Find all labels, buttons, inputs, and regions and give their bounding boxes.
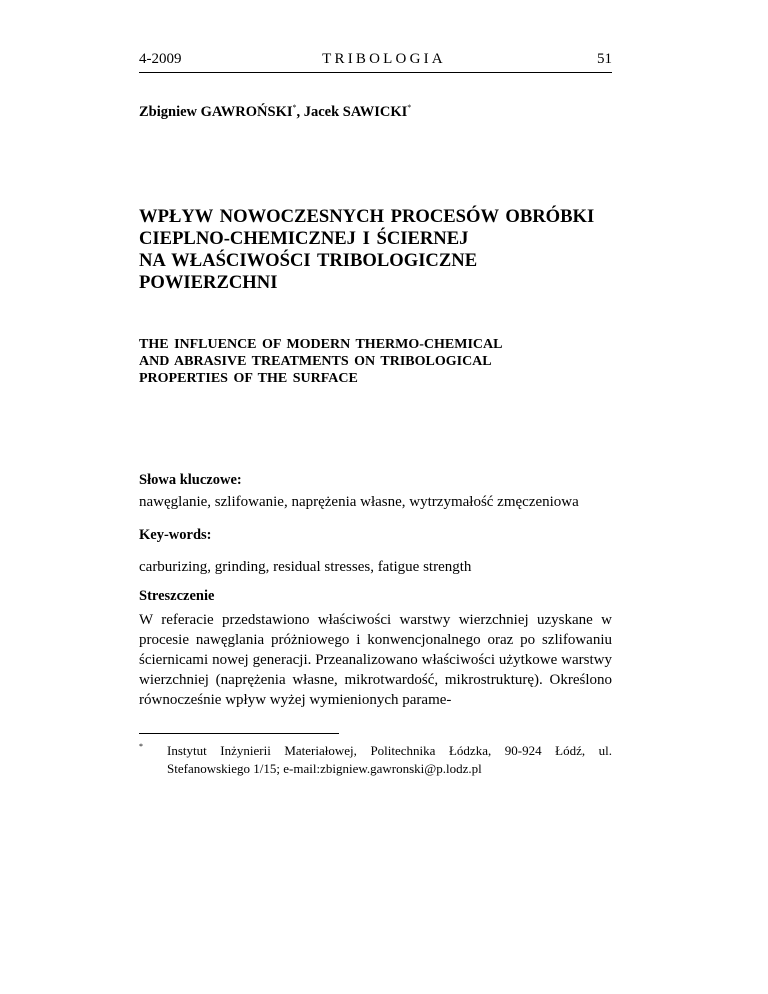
footnote-marker: *	[407, 103, 412, 112]
authors-line	[139, 103, 411, 121]
author-name: Zbigniew GAWROŃSKI	[139, 104, 293, 120]
keywords-pl-text: nawęglanie, szlifowanie, naprężenia własne, wytrzymałość zmęczeniowa	[139, 494, 579, 510]
footnote-text: Instytut Inżynierii Materiałowej, Politechnika Łódzka, 90-924 Łódź, ul. Stefanowskiego 1/15; e-mail:zbigniew.gawronski@p.lodz.pl	[167, 743, 612, 776]
author-name: Jacek SAWICKI	[303, 104, 408, 120]
abstract-heading: Streszczenie	[139, 588, 215, 604]
journal-name: TRIBOLOGIA	[322, 51, 446, 67]
journal-issue: 4-2009	[139, 51, 182, 67]
footnote-rule	[139, 733, 339, 734]
keywords-en-heading: Key-words:	[139, 527, 212, 543]
header-rule	[139, 72, 612, 73]
page-number: 51	[597, 51, 612, 67]
author-separator: ,	[296, 104, 304, 120]
abstract-text: W referacie przedstawiono właściwości warstwy wierzchniej uzyskane w procesie nawęglania próżniowego i konwencjonalnego oraz po szlifowaniu ściernicami nowej generacji. Przeanalizowano właściwości użytkowe warstwy wierzchniej (naprężenia własne, mikrotwardość, mikrostrukturę). Określono równocześnie wpływ wyżej wymienionych parame-	[139, 612, 612, 708]
title-polish: WPŁYW NOWOCZESNYCH PROCESÓW OBRÓBKI CIEPLNO-CHEMICZNEJ I ŚCIERNEJ NA WŁAŚCIWOŚCI TRIBOLOGICZNE POWIERZCHNI	[139, 206, 595, 293]
keywords-en-text: carburizing, grinding, residual stresses, fatigue strength	[139, 559, 472, 575]
footnote-marker: *	[292, 103, 297, 112]
title-english: THE INFLUENCE OF MODERN THERMO-CHEMICAL AND ABRASIVE TREATMENTS ON TRIBOLOGICAL PROPERTIES OF THE SURFACE	[139, 337, 503, 386]
keywords-pl-heading: Słowa kluczowe:	[139, 472, 242, 488]
footnote-marker: *	[139, 742, 143, 751]
